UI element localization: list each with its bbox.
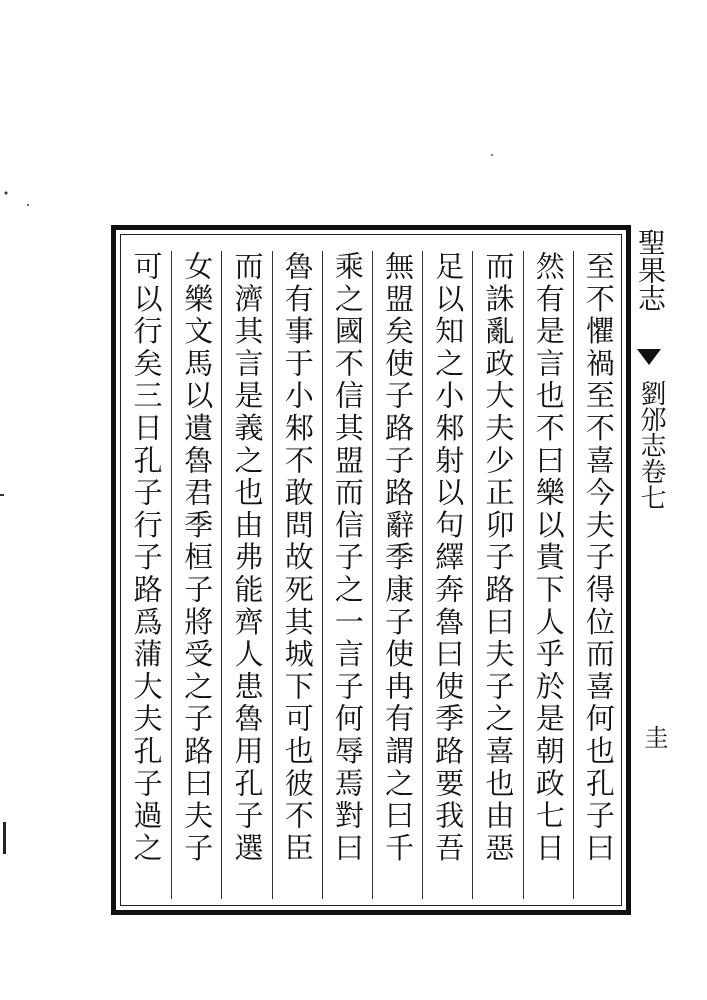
text-column: 可以行矣三日孔子行子路爲蒲大夫孔子過之 (129, 251, 164, 865)
banxin-volume: 劉邠志卷七 (636, 380, 666, 510)
text-column: 魯有事于小邾不敢問故死其城下可也彼不臣 (272, 251, 322, 899)
leaf-number: 圭 (640, 725, 668, 749)
text-column: 而濟其言是義之也由弗能齊人患魯用孔子選 (221, 251, 271, 899)
banxin-title: 聖果志 (634, 228, 667, 312)
text-column: 然有是言也不曰樂以貴下人乎於是朝政七日 (523, 251, 573, 899)
text-column: 無盟矣使子路子路辭季康子使冉有謂之曰千 (372, 251, 422, 899)
text-column: 女樂文馬以遺魯君季桓子將受之子路曰夫子 (171, 251, 221, 899)
text-column: 足以知之小邾射以句繹奔魯曰使季路要我吾 (422, 251, 472, 899)
text-column: 乘之國不信其盟而信子之一言子何辱焉對曰 (322, 251, 372, 899)
text-column: 而誅亂政大夫少正卯子路曰夫子之喜也由惡 (472, 251, 522, 899)
text-column: 至不懼禍至不喜今夫子得位而喜何也孔子曰 (573, 251, 623, 899)
